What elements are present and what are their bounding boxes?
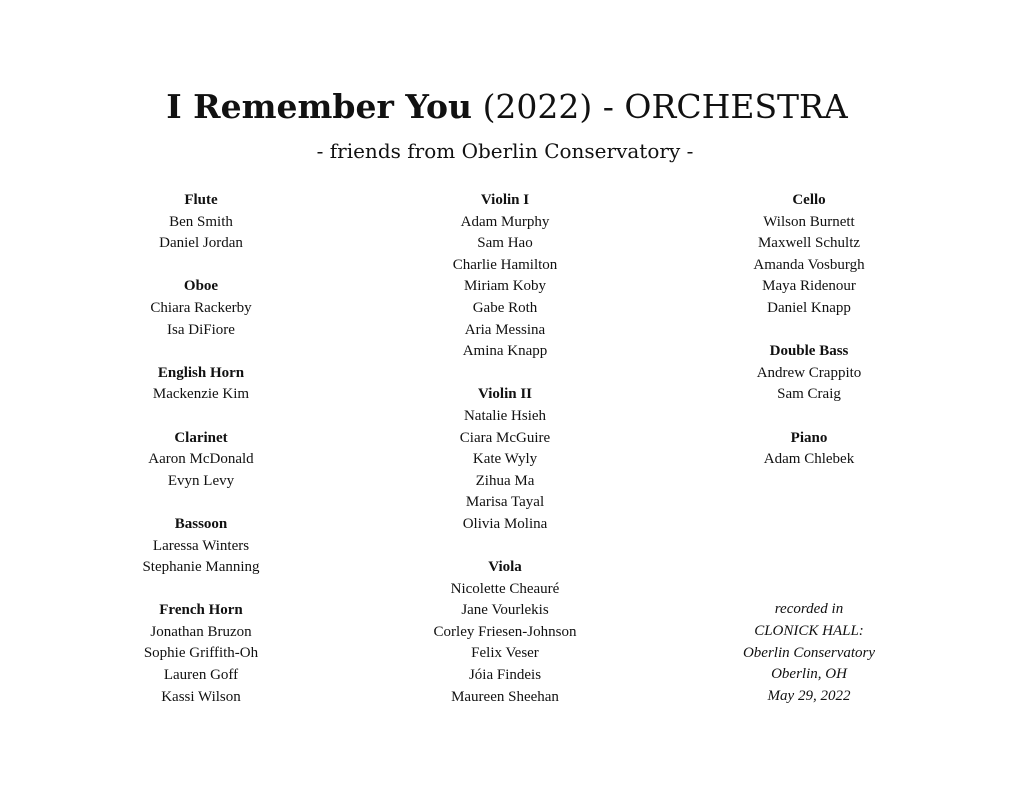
recording-line: recorded in [774, 601, 844, 617]
section-oboe [51, 276, 351, 341]
section-heading: Oboe [183, 278, 219, 295]
musician-name: Sam Hao [477, 235, 533, 252]
musician-name: Kassi Wilson [161, 688, 241, 705]
section-heading: Violin I [480, 192, 530, 208]
musician-name: Ben Smith [169, 213, 233, 230]
musician-name: Stephanie Manning [142, 559, 260, 576]
section-violin-ii [355, 384, 655, 535]
musician-name: Mackenzie Kim [152, 386, 250, 403]
musician-name: Laressa Winters [152, 537, 250, 554]
section-heading: Flute [184, 192, 218, 208]
musician-name: Jonathan Bruzon [150, 623, 252, 640]
section-heading: Bassoon [174, 515, 228, 532]
musician-name: Marisa Tayal [465, 494, 545, 511]
musician-name: Sophie Griffith-Oh [143, 645, 259, 662]
musician-name: Aaron McDonald [148, 451, 254, 468]
musician-name: Chiara Rackerby [150, 299, 252, 316]
section-flute [51, 190, 351, 255]
section-english-horn [51, 363, 351, 406]
musician-name: Isa DiFiore [167, 321, 235, 338]
musician-name: Zihua Ma [475, 472, 535, 489]
musician-name: Adam Chlebek [763, 451, 855, 468]
musician-name: Daniel Knapp [767, 299, 851, 316]
section-double-bass [659, 341, 959, 406]
section-heading: Cello [792, 192, 826, 208]
musician-name: Jane Vourlekis [461, 602, 549, 619]
section-heading: Viola [488, 559, 522, 576]
musician-name: Maya Ridenour [762, 278, 856, 295]
roster-column-low-strings [659, 190, 959, 492]
page-title [0, 84, 1014, 130]
musician-name: Felix Veser [471, 645, 539, 662]
musician-name: Evyn Levy [167, 472, 235, 489]
section-heading: Double Bass [769, 343, 849, 360]
recording-line: CLONICK HALL: [754, 622, 864, 639]
musician-name: Ciara McGuire [459, 429, 551, 446]
musician-name: Amina Knapp [462, 343, 548, 360]
musician-name: Aria Messina [464, 321, 546, 338]
title-main: I Remember You [166, 87, 473, 126]
musician-name: Maxwell Schultz [757, 235, 861, 252]
musician-name: Kate Wyly [472, 451, 538, 468]
section-heading: Piano [790, 429, 828, 446]
title-rest: (2022) - ORCHESTRA [482, 87, 848, 126]
section-heading: English Horn [157, 364, 245, 381]
section-cello [659, 190, 959, 320]
recording-info [659, 599, 959, 708]
subtitle: - friends from Oberlin Conservatory - [316, 139, 694, 163]
musician-name: Lauren Goff [163, 667, 239, 684]
musician-name: Miriam Koby [463, 278, 547, 295]
musician-name: Corley Friesen-Johnson [433, 623, 577, 640]
musician-name: Nicolette Cheauré [450, 580, 560, 597]
musician-name: Olivia Molina [462, 515, 548, 532]
section-bassoon [51, 514, 351, 579]
musician-name: Andrew Crappito [756, 364, 862, 381]
musician-name: Jóia Findeis [468, 667, 542, 684]
section-piano [659, 428, 959, 471]
musician-name: Wilson Burnett [763, 213, 855, 230]
section-heading: Clarinet [174, 429, 228, 446]
section-viola [355, 557, 655, 708]
section-violin-i [355, 190, 655, 363]
roster-column-upper-strings [355, 190, 655, 730]
section-clarinet [51, 428, 351, 493]
musician-name: Gabe Roth [472, 299, 538, 316]
musician-name: Sam Craig [777, 386, 841, 403]
musician-name: Charlie Hamilton [452, 256, 558, 273]
recording-line: Oberlin, OH [771, 666, 847, 683]
section-french-horn [51, 600, 351, 708]
section-heading: Violin II [477, 386, 533, 403]
recording-line: May 29, 2022 [767, 688, 851, 705]
recording-line: Oberlin Conservatory [742, 644, 876, 661]
section-heading: French Horn [159, 602, 243, 619]
musician-name: Natalie Hsieh [463, 407, 547, 424]
musician-name: Daniel Jordan [159, 235, 243, 252]
musician-name: Adam Murphy [460, 213, 550, 230]
roster-column-winds [51, 190, 351, 730]
musician-name: Maureen Sheehan [451, 688, 559, 705]
musician-name: Amanda Vosburgh [753, 256, 865, 273]
